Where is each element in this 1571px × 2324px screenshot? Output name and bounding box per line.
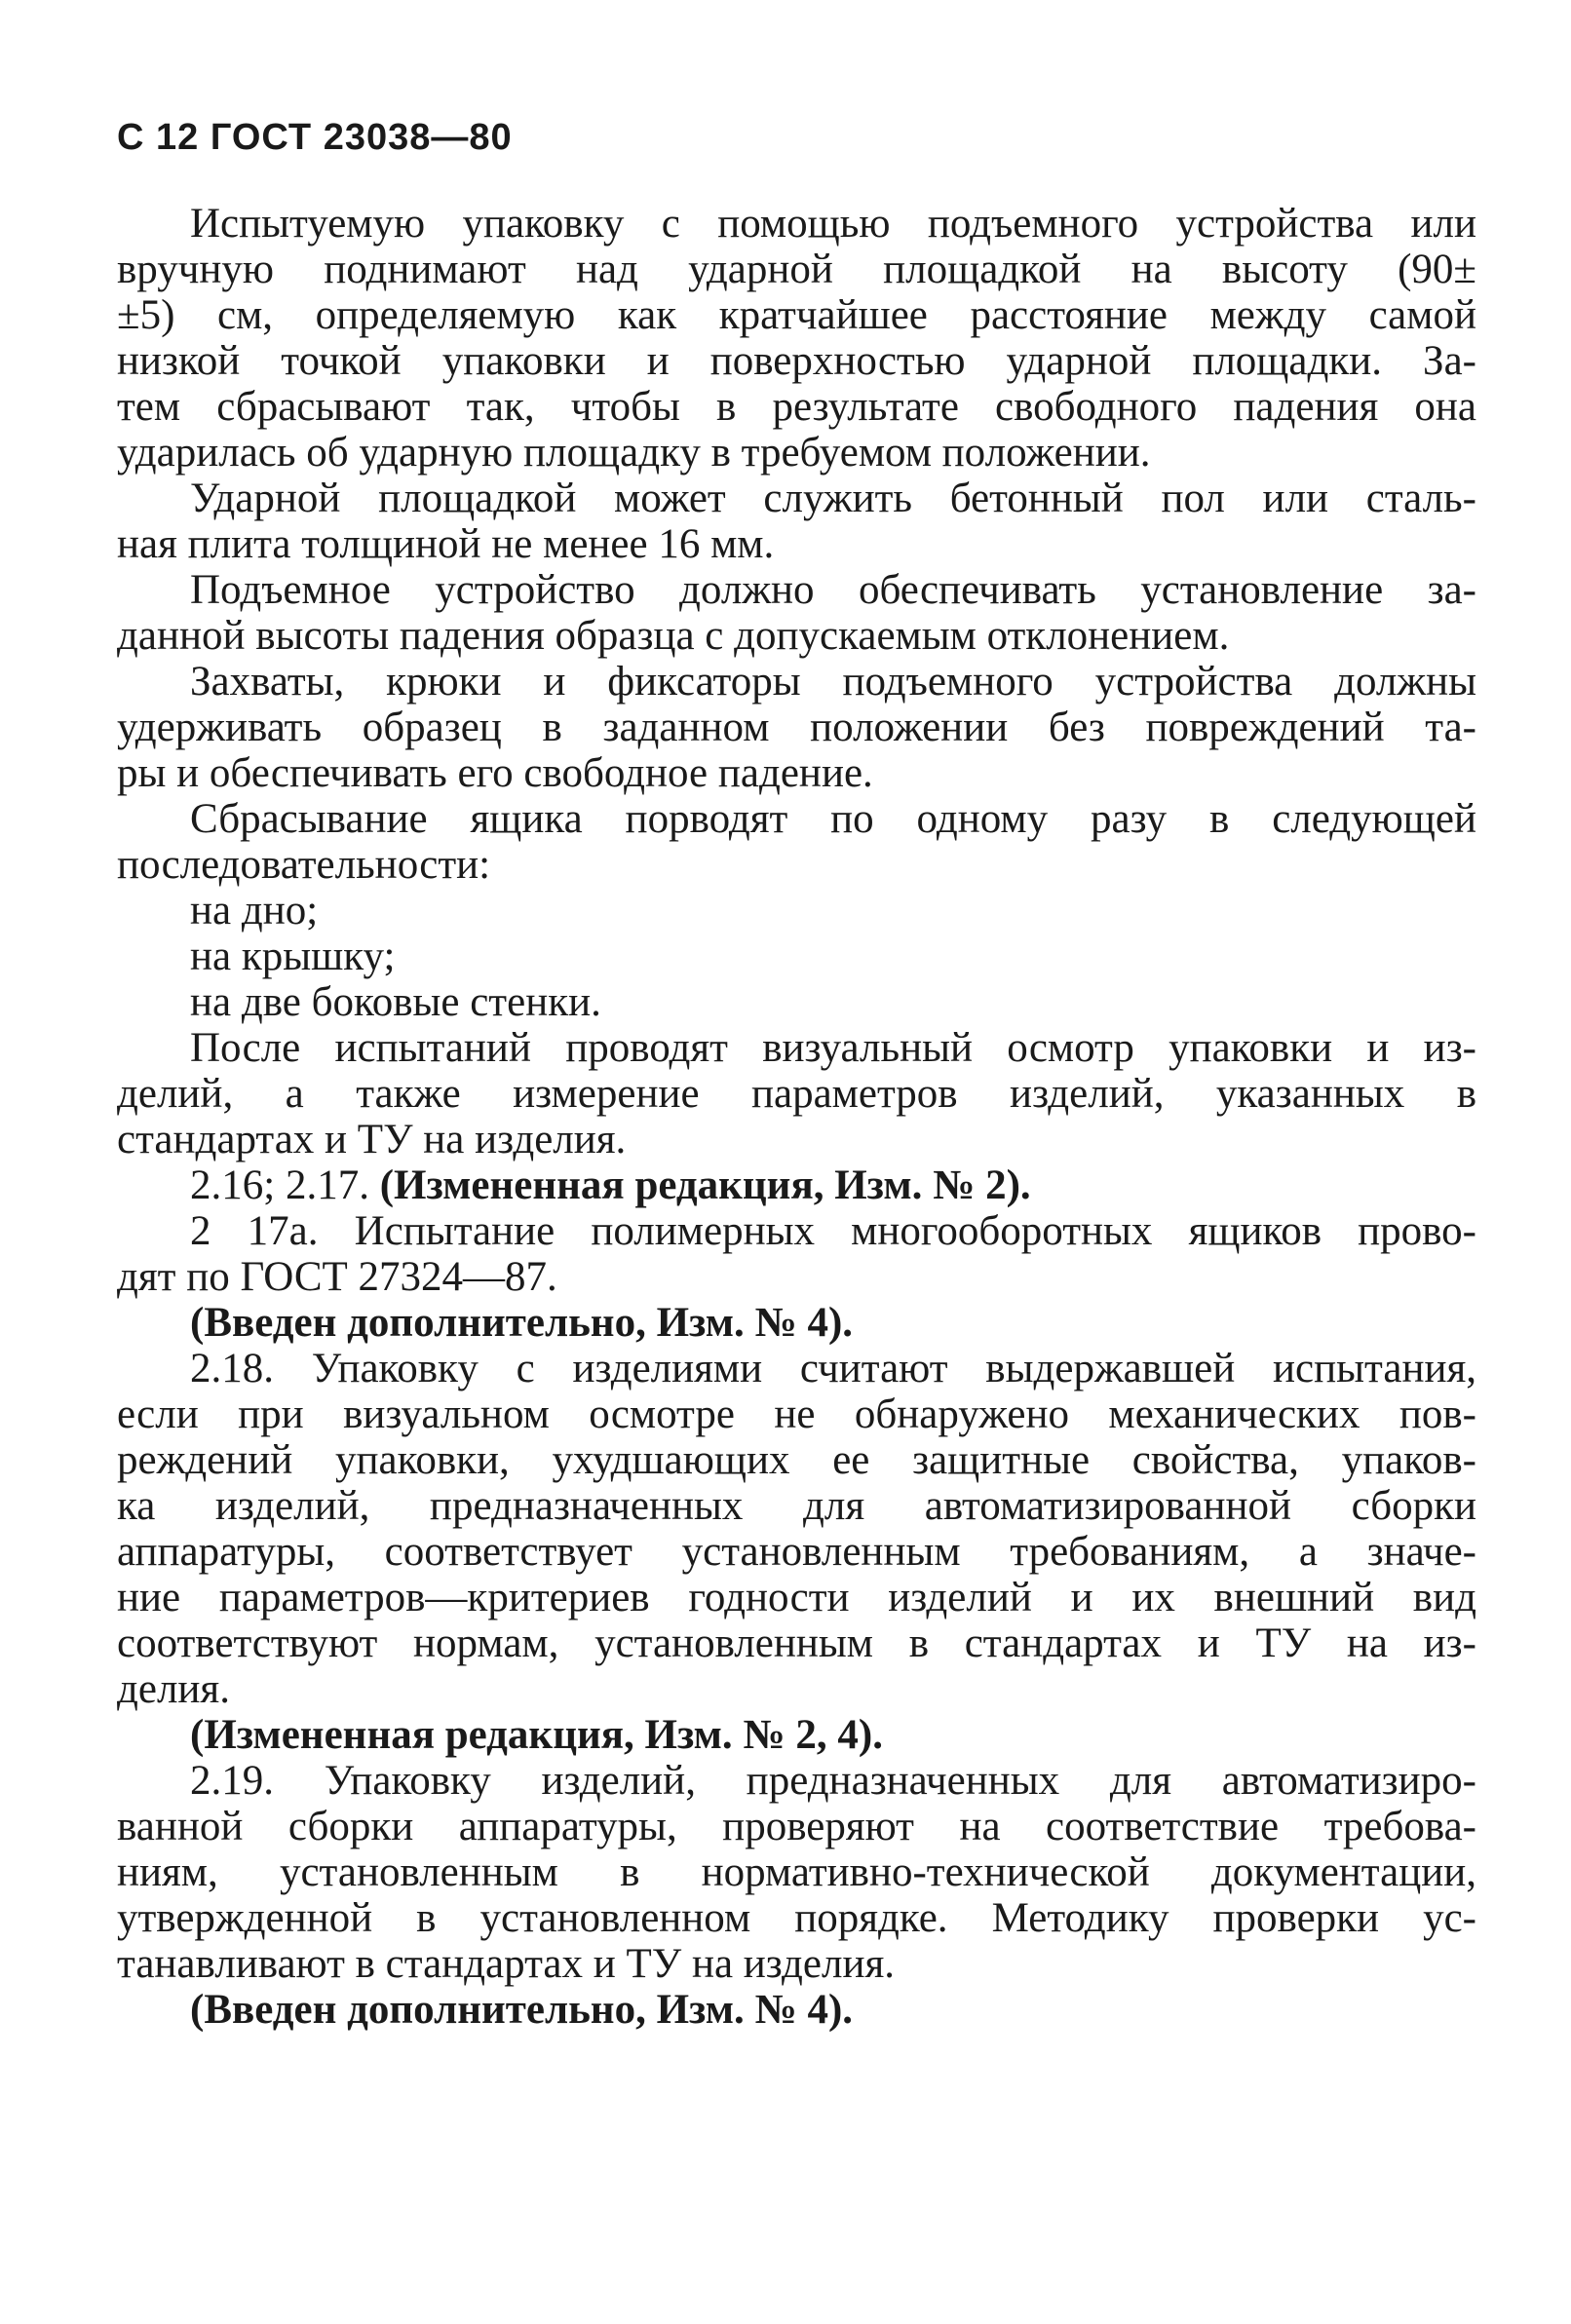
text-line: соответствуют нормам, установленным в стандартах и ТУ на из- (117, 1620, 1476, 1666)
text-line: ка изделий, предназначенных для автоматизированной сборки (117, 1483, 1476, 1529)
text-line: ры и обеспечивать его свободное падение. (117, 750, 873, 796)
text-line: Испытуемую упаковку с помощью подъемного устройства или (190, 201, 1476, 247)
text-line: на дно; (190, 888, 319, 933)
text-line: делий, а также измерение параметров изделий, указанных в (117, 1071, 1476, 1117)
page-header: С 12 ГОСТ 23038—80 (117, 117, 513, 158)
text-line: (Введен дополнительно, Изм. № 4). (190, 1300, 854, 1346)
text-line: тем сбрасывают так, чтобы в результате свободного падения она (117, 384, 1476, 430)
text-line: (Введен дополнительно, Изм. № 4). (190, 1987, 854, 2033)
text-line: ванной сборки аппаратуры, проверяют на соответствие требова- (117, 1804, 1476, 1849)
text-line: ние параметров—критериев годности изделий и их внешний вид (117, 1575, 1476, 1620)
text-line: Подъемное устройство должно обеспечивать установление за- (190, 567, 1476, 613)
text-line: утвержденной в установленном порядке. Методику проверки ус- (117, 1895, 1476, 1941)
text-line: Сбрасывание ящика порводят по одному разу в следующей (190, 796, 1476, 842)
amendment-note: (Измененная редакция, Изм. № 2). (379, 1162, 1031, 1208)
text-line: После испытаний проводят визуальный осмотр упаковки и из- (190, 1025, 1476, 1071)
text-line: делия. (117, 1666, 230, 1712)
text-line: дят по ГОСТ 27324—87. (117, 1254, 557, 1300)
text-line: танавливают в стандартах и ТУ на изделия. (117, 1941, 895, 1987)
text-line: стандартах и ТУ на изделия. (117, 1117, 627, 1162)
text-line: 2 17а. Испытание полимерных многооборотных ящиков прово- (190, 1208, 1476, 1254)
text-line: ±5) см, определяемую как кратчайшее расстояние между самой (117, 292, 1476, 338)
text-line: Ударной площадкой может служить бетонный пол или сталь- (190, 476, 1476, 521)
text-line: на крышку; (190, 933, 396, 979)
text-line: на две боковые стенки. (190, 979, 601, 1025)
text-line: вручную поднимают над ударной площадкой на высоту (90± (117, 247, 1476, 292)
text-line: 2.19. Упаковку изделий, предназначенных для автоматизиро- (190, 1758, 1476, 1804)
document-body (117, 201, 1476, 2033)
text-line: ная плита толщиной не менее 16 мм. (117, 521, 775, 567)
text-line: данной высоты падения образца с допускаемым отклонением. (117, 613, 1230, 659)
text-line: низкой точкой упаковки и поверхностью ударной площадки. За- (117, 338, 1476, 384)
text-line: (Измененная редакция, Изм. № 2, 4). (190, 1712, 883, 1758)
text-line: если при визуальном осмотре не обнаружено механических пов- (117, 1391, 1476, 1437)
text-line: удерживать образец в заданном положении без повреждений та- (117, 705, 1476, 750)
text-line: ниям, установленным в нормативно-технической документации, (117, 1849, 1476, 1895)
text-line: 2.18. Упаковку с изделиями считают выдержавшей испытания, (190, 1346, 1476, 1391)
text-line: реждений упаковки, ухудшающих ее защитные свойства, упаков- (117, 1437, 1476, 1483)
text-line: последовательности: (117, 842, 491, 888)
text-line: Захваты, крюки и фиксаторы подъемного устройства должны (190, 659, 1476, 705)
clause-ref: 2.16; 2.17. (190, 1162, 380, 1208)
text-line: ударилась об ударную площадку в требуемом положении. (117, 430, 1151, 476)
text-line: аппаратуры, соответствует установленным требованиям, а значе- (117, 1529, 1476, 1575)
text-line (117, 1162, 1476, 1208)
